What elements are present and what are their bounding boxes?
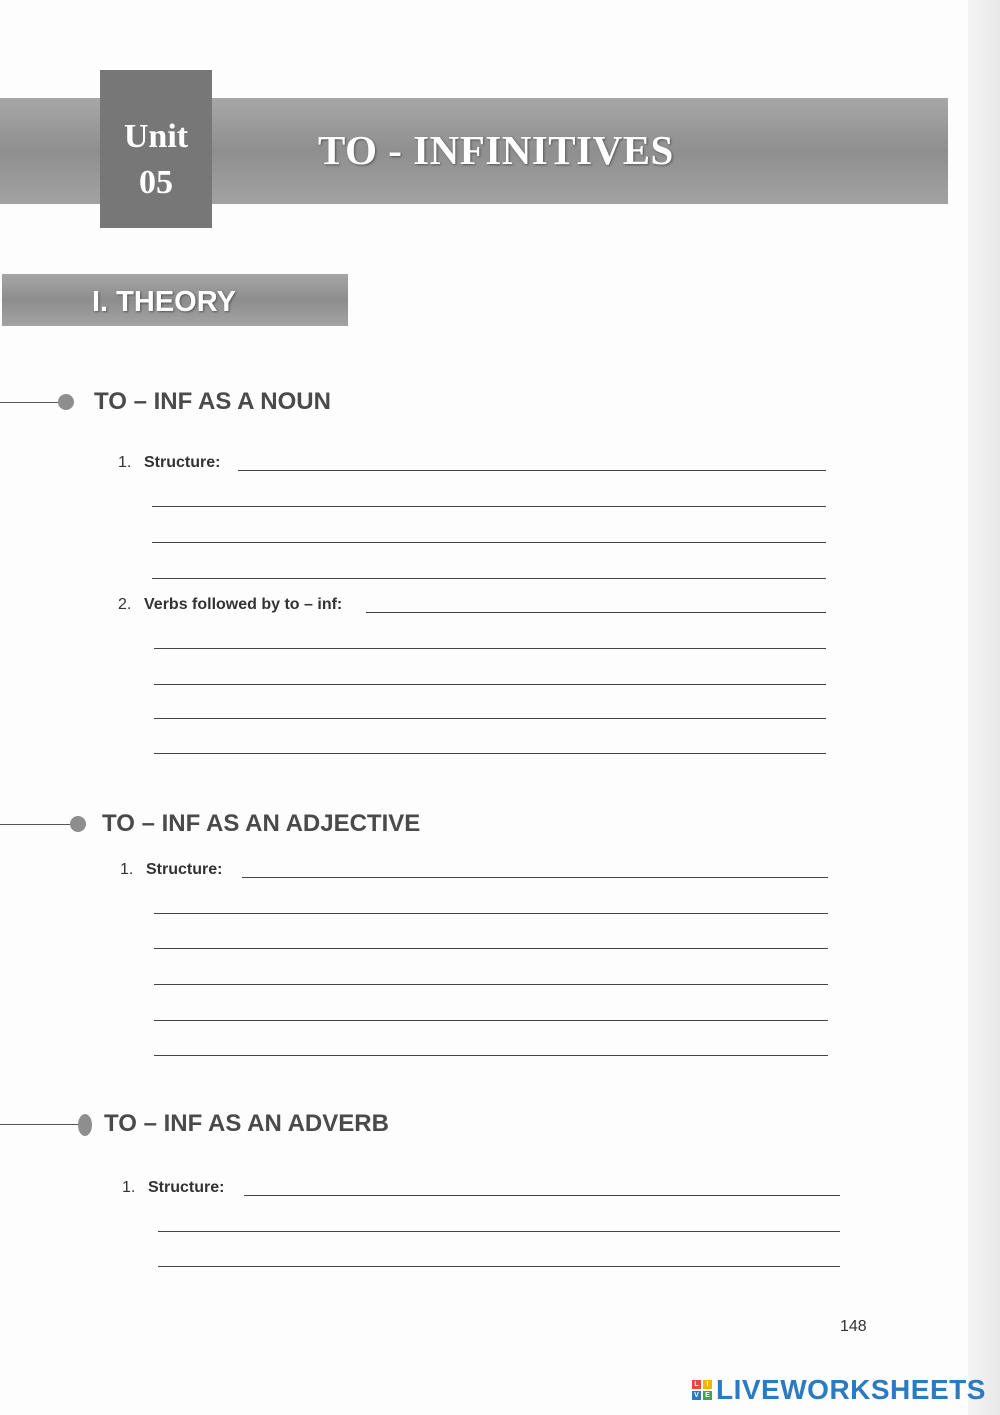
liveworksheets-logo-icon	[692, 1380, 712, 1400]
heading-adjective	[0, 810, 440, 840]
item-number: 2.	[118, 596, 132, 613]
answer-line[interactable]	[154, 648, 826, 649]
heading-line	[0, 402, 58, 403]
noun-item-structure	[118, 454, 220, 472]
answer-line[interactable]	[154, 1020, 828, 1021]
answer-line[interactable]	[154, 718, 826, 719]
answer-line[interactable]	[154, 948, 828, 949]
page-edge-shadow	[968, 0, 1000, 1415]
item-number: 1.	[122, 1179, 136, 1196]
answer-line[interactable]	[154, 984, 828, 985]
answer-line[interactable]	[158, 1266, 840, 1267]
item-label: Verbs followed by to – inf:	[144, 596, 343, 613]
answer-line[interactable]	[154, 1055, 828, 1056]
logo-letter: E	[703, 1391, 712, 1400]
liveworksheets-brand[interactable]	[692, 1375, 986, 1405]
answer-line[interactable]	[366, 612, 826, 613]
brand-text: LIVEWORKSHEETS	[716, 1374, 986, 1405]
heading-line	[0, 824, 72, 825]
item-label: Structure:	[144, 454, 221, 471]
answer-line[interactable]	[244, 1195, 840, 1196]
item-number: 1.	[120, 861, 134, 878]
item-label: Structure:	[148, 1179, 225, 1196]
logo-letter: L	[692, 1380, 701, 1389]
answer-line[interactable]	[158, 1231, 840, 1232]
answer-line[interactable]	[152, 542, 826, 543]
bullet-dot-icon	[58, 394, 74, 410]
adjective-item-structure	[120, 861, 222, 879]
heading-line	[0, 1124, 80, 1125]
answer-line[interactable]	[154, 753, 826, 754]
item-number: 1.	[118, 454, 132, 471]
bullet-dot-icon	[70, 816, 86, 832]
unit-label: Unit	[123, 118, 189, 155]
heading-adjective-text: TO – INF AS AN ADJECTIVE	[102, 810, 421, 837]
answer-line[interactable]	[238, 470, 826, 471]
noun-item-verbs	[118, 596, 342, 614]
logo-letter: V	[692, 1391, 701, 1400]
heading-adverb-text: TO – INF AS AN ADVERB	[104, 1110, 389, 1137]
answer-line[interactable]	[152, 506, 826, 507]
answer-line[interactable]	[242, 877, 828, 878]
logo-letter: I	[703, 1380, 712, 1389]
heading-noun	[0, 388, 360, 418]
page-number: 148	[840, 1318, 867, 1335]
heading-noun-text: TO – INF AS A NOUN	[94, 388, 331, 415]
unit-number: 05	[139, 164, 173, 201]
page-title: TO - INFINITIVES	[318, 127, 674, 173]
item-label: Structure:	[146, 861, 223, 878]
answer-line[interactable]	[154, 684, 826, 685]
unit-box	[100, 70, 212, 228]
section-theory-label: I. THEORY	[2, 274, 348, 326]
adverb-item-structure	[122, 1179, 224, 1197]
heading-adverb	[0, 1110, 420, 1140]
answer-line[interactable]	[154, 913, 828, 914]
answer-line[interactable]	[152, 578, 826, 579]
bullet-dot-icon	[78, 1114, 92, 1136]
